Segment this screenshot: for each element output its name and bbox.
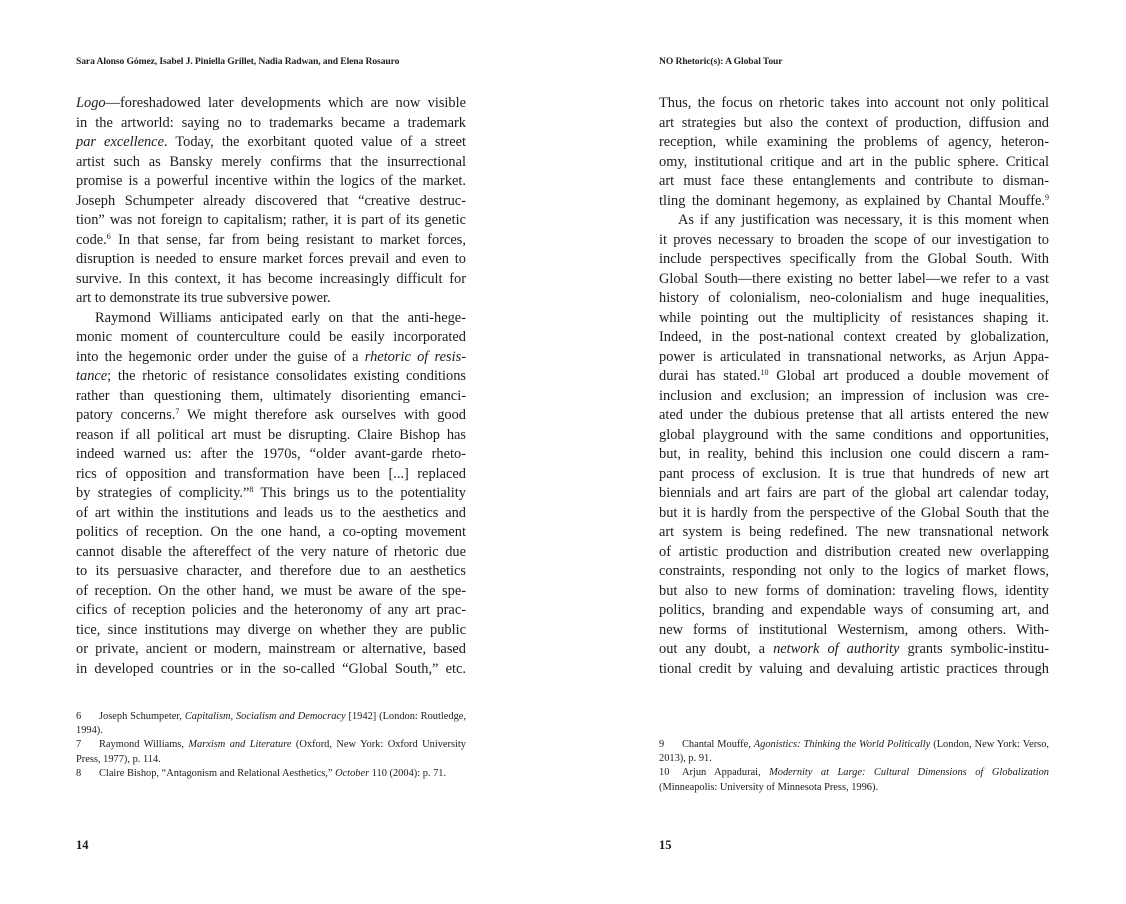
text-run: but, in reality, behind this inclusion one could discern a ram- (659, 446, 1049, 463)
text-line (76, 523, 466, 543)
text-line (76, 94, 466, 114)
italic-text: October (335, 767, 370, 779)
text-run: new forms of institutional Westernism, among others. With- (659, 621, 1049, 638)
text-run: Arjun Appadurai, (682, 767, 770, 779)
text-line (76, 582, 466, 602)
footnote-reference: 7 (175, 407, 180, 417)
body-text (76, 94, 466, 679)
text-run: to its persuasive character, and therefore due to an aesthetics (76, 563, 466, 580)
text-run: Global South—there existing no better label—we refer to a vast (659, 270, 1049, 287)
text-line (659, 270, 1049, 290)
text-line (76, 640, 466, 660)
text-line (76, 406, 466, 426)
footnote (76, 738, 466, 766)
text-line (76, 192, 466, 212)
footnote (659, 766, 1049, 794)
text-line (76, 153, 466, 173)
italic-text: Agonistics: Thinking the World Politically (753, 739, 931, 750)
footnote-number: 7 (76, 739, 82, 751)
footnote-number: 10 (659, 767, 670, 779)
text-line (659, 660, 1049, 680)
text-line (76, 114, 466, 134)
footnote-reference: 6 (106, 231, 111, 241)
page-number: 14 (76, 838, 89, 852)
footnote (76, 710, 466, 738)
text-line (76, 484, 466, 504)
text-run: reason if all political art must be disrupting. Claire Bishop has (76, 426, 466, 443)
text-run: include perspectives specifically from the Global South. With (659, 251, 1049, 268)
text-run: cifics of reception policies and the heteronomy of any art prac- (76, 602, 466, 619)
text-run: patory concerns. (76, 407, 176, 424)
text-run: rather than questioning them, ultimately disorienting emanci- (76, 387, 466, 404)
text-run: politics, branding and expendable ways of consuming art, and (659, 602, 1049, 619)
text-run: Global art produced a double movement of (768, 368, 1049, 385)
text-run: . Today, the exorbitant quoted value of a street (163, 134, 466, 151)
text-line (76, 328, 466, 348)
text-run: pant process of exclusion. It is true that hundreds of new art (659, 465, 1049, 482)
running-head-title: NO Rhetoric(s): A Global Tour (659, 56, 783, 67)
text-run: of artistic production and distribution created new overlapping (659, 543, 1049, 560)
text-line (76, 660, 466, 680)
text-run: tling the dominant hegemony, as explained by Chantal Mouffe. (659, 192, 1045, 209)
text-run: 110 (2004): p. 71. (369, 767, 447, 779)
text-line (659, 484, 1049, 504)
italic-text: Logo (76, 95, 106, 111)
text-run: Indeed, in the post-national context created by globalization, (659, 329, 1049, 346)
text-run: art strategies but also the context of production, diffusion and (659, 114, 1049, 131)
text-run: promise is a powerful incentive within the logics of the market. (76, 173, 466, 190)
text-line (659, 133, 1049, 153)
footnote-number: 9 (659, 739, 665, 750)
text-line (76, 231, 466, 251)
text-line (76, 133, 466, 153)
footnote-number: 6 (76, 711, 82, 722)
text-run: art must face these entanglements and contribute to disman- (659, 173, 1049, 190)
text-line (76, 309, 466, 329)
text-run: tion” was not foreign to capitalism; rather, it is part of its genetic (76, 212, 466, 229)
text-line (659, 250, 1049, 270)
text-run: As if any justification was necessary, it is this moment when (678, 212, 1049, 229)
text-run: by strategies of complicity.” (76, 485, 250, 502)
text-line (76, 387, 466, 407)
text-line (659, 211, 1049, 231)
text-run: reception, while examining the problems of agency, heteron- (659, 134, 1049, 151)
text-run: code. (76, 231, 107, 248)
text-run: —foreshadowed later developments which are now visible (105, 95, 466, 111)
text-run: indeed warned us: after the 1970s, “older avant-garde rheto- (76, 446, 466, 463)
text-run: Thus, the focus on rhetoric takes into account not only political (659, 95, 1049, 111)
italic-text: rhetoric of resis- (364, 348, 466, 365)
footnote-reference: 10 (760, 368, 769, 378)
text-run: monic moment of counterculture could be easily incorporated (76, 329, 466, 346)
text-run: disruption is needed to ensure market forces prevail and even to (76, 251, 466, 268)
text-run: while pointing out the multiplicity of resistances shaping it. (659, 309, 1049, 326)
text-line (659, 289, 1049, 309)
text-line (659, 445, 1049, 465)
footnotes (76, 710, 466, 781)
italic-text: Capitalism, Socialism and Democracy (184, 711, 346, 722)
running-head-authors: Sara Alonso Gómez, Isabel J. Piniella Grillet, Nadia Radwan, and Elena Rosauro (76, 56, 400, 67)
body-text (659, 94, 1049, 679)
text-run: Joseph Schumpeter already discovered that “creative destruc- (76, 192, 466, 209)
text-run: biennials and art fairs are part of the global art calendar today, (659, 485, 1049, 502)
text-line (659, 114, 1049, 134)
text-line (659, 309, 1049, 329)
text-line (76, 426, 466, 446)
text-run: survive. In this context, it has become increasingly difficult for (76, 270, 466, 287)
text-line (659, 504, 1049, 524)
text-run: but also to new forms of domination: traveling flows, identity (659, 582, 1049, 599)
text-run: ated under the dubious pretense that all artists entered the new (659, 407, 1049, 424)
italic-text: Marxism and Literature (188, 739, 292, 751)
text-run: omy, institutional critique and art in the public sphere. Critical (659, 153, 1049, 170)
text-run: but it is hardly from the perspective of the Global South that the (659, 504, 1049, 521)
text-run: Raymond Williams anticipated early on that the anti-hege- (95, 309, 466, 326)
text-line (659, 367, 1049, 387)
text-line (659, 387, 1049, 407)
text-line (659, 426, 1049, 446)
text-line (659, 192, 1049, 212)
footnotes (659, 738, 1049, 795)
text-run: Joseph Schumpeter, (99, 711, 185, 722)
text-run: ; the rhetoric of resistance consolidates existing conditions (107, 368, 466, 385)
text-run: history of colonialism, neo-colonialism and huge inequalities, (659, 290, 1049, 307)
italic-text: Modernity at Large: Cultural Dimensions of Globalization (769, 767, 1049, 779)
text-line (76, 445, 466, 465)
page-number: 15 (659, 838, 672, 852)
text-run: art system is being redefined. The new transnational network (659, 524, 1049, 541)
footnote-reference: 9 (1045, 192, 1049, 202)
text-line (76, 562, 466, 582)
text-run: into the hegemonic order under the guise of a (76, 348, 365, 365)
text-line (659, 231, 1049, 251)
text-run: out any doubt, a (659, 641, 774, 658)
text-line (76, 211, 466, 231)
footnote (659, 738, 1049, 766)
text-run: We might therefore ask ourselves with good (179, 407, 466, 424)
text-line (76, 289, 466, 309)
text-run: durai has stated. (659, 368, 761, 385)
text-run: Claire Bishop, “Antagonism and Relational Aesthetics,” (99, 767, 336, 779)
right-page (563, 0, 1126, 904)
text-line (76, 621, 466, 641)
text-line (659, 172, 1049, 192)
italic-text: network of authority (773, 641, 900, 658)
text-run: art to demonstrate its true subversive power. (76, 290, 331, 307)
text-line (659, 640, 1049, 660)
text-line (659, 621, 1049, 641)
text-run: (Minneapolis: University of Minnesota Press, 1996). (659, 781, 879, 793)
text-run: (London, New York: Verso, 2013), p. 91. (659, 739, 1049, 765)
text-run: tice, since institutions may diverge on whether they are public (76, 621, 466, 638)
text-run: Raymond Williams, (99, 739, 189, 751)
text-line (659, 601, 1049, 621)
text-run: Chantal Mouffe, (682, 739, 754, 750)
text-run: or private, ancient or modern, mainstream or alternative, based (76, 641, 466, 658)
text-run: cannot disable the aftereffect of the very nature of rhetoric due (76, 543, 466, 560)
text-run: in developed countries or in the so-called “Global South,” etc. (76, 660, 466, 677)
text-line (659, 465, 1049, 485)
text-line (76, 270, 466, 290)
text-line (76, 504, 466, 524)
text-run: artist such as Bansky merely confirms that the insurrectional (76, 153, 466, 170)
text-line (76, 367, 466, 387)
text-run: constraints, responding not only to the logics of market flows, (659, 563, 1049, 580)
text-run: [1942] (London: Routledge, 1994). (76, 711, 466, 737)
text-line (76, 172, 466, 192)
text-line (659, 328, 1049, 348)
text-run: inclusion and exclusion; an impression of inclusion was cre- (659, 387, 1049, 404)
text-line (659, 348, 1049, 368)
text-line (659, 582, 1049, 602)
text-run: of art within the institutions and leads us to the aesthetics and (76, 504, 466, 521)
text-line (76, 348, 466, 368)
footnote-reference: 8 (249, 485, 254, 495)
text-line (76, 465, 466, 485)
text-run: (Oxford, New York: Oxford University Press, 1977), p. 114. (76, 739, 466, 765)
italic-text: par excellence (76, 134, 164, 151)
text-run: This brings us to the potentiality (253, 485, 466, 502)
text-line (76, 250, 466, 270)
text-run: in the artworld: saying no to trademarks became a trademark (76, 114, 466, 131)
text-line (659, 523, 1049, 543)
text-line (76, 543, 466, 563)
text-run: global playground with the same conditions and opportunities, (659, 426, 1049, 443)
italic-text: tance (76, 368, 108, 385)
text-run: politics of reception. On the one hand, a co-opting movement (76, 524, 466, 541)
text-run: grants symbolic-institu- (899, 641, 1050, 658)
text-run: tional credit by valuing and devaluing artistic practices through (659, 660, 1049, 677)
text-line (659, 94, 1049, 114)
text-line (659, 543, 1049, 563)
footnote-number: 8 (76, 767, 82, 779)
text-run: it proves necessary to broaden the scope of our investigation to (659, 231, 1049, 248)
text-line (659, 406, 1049, 426)
text-run: power is articulated in transnational networks, as Arjun Appa- (659, 348, 1049, 365)
text-line (76, 601, 466, 621)
text-run: rics of opposition and transformation have been [...] replaced (76, 465, 466, 482)
text-line (659, 153, 1049, 173)
footnote (76, 767, 466, 781)
text-run: of reception. On the other hand, we must be aware of the spe- (76, 582, 466, 599)
text-line (659, 562, 1049, 582)
text-run: In that sense, far from being resistant to market forces, (110, 231, 466, 248)
